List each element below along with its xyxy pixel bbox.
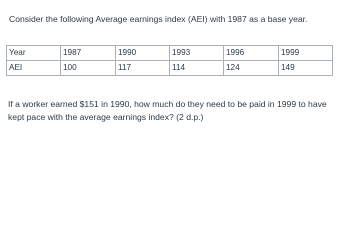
table-row-year — [7, 46, 333, 61]
row-label-year: Year — [7, 46, 61, 61]
table-cell: 1996 — [224, 46, 279, 61]
table-cell: 1987 — [61, 46, 116, 61]
table-cell: 1993 — [170, 46, 224, 61]
intro-text: Consider the following Average earnings index (AEI) with 1987 as a base year. — [9, 14, 308, 24]
table-cell: 114 — [170, 61, 224, 76]
row-label-aei: AEI — [7, 61, 61, 76]
aei-table — [6, 45, 333, 76]
table-row-aei — [7, 61, 333, 76]
table-cell: 117 — [116, 61, 170, 76]
question-text: If a worker earned $151 in 1990, how much do they need to be paid in 1999 to have kept pace with the average earnings index? (2 d.p.) — [8, 99, 327, 122]
table-cell: 1990 — [116, 46, 170, 61]
table-cell: 124 — [224, 61, 279, 76]
table-cell: 1999 — [279, 46, 333, 61]
table-cell: 100 — [61, 61, 116, 76]
table-cell: 149 — [279, 61, 333, 76]
